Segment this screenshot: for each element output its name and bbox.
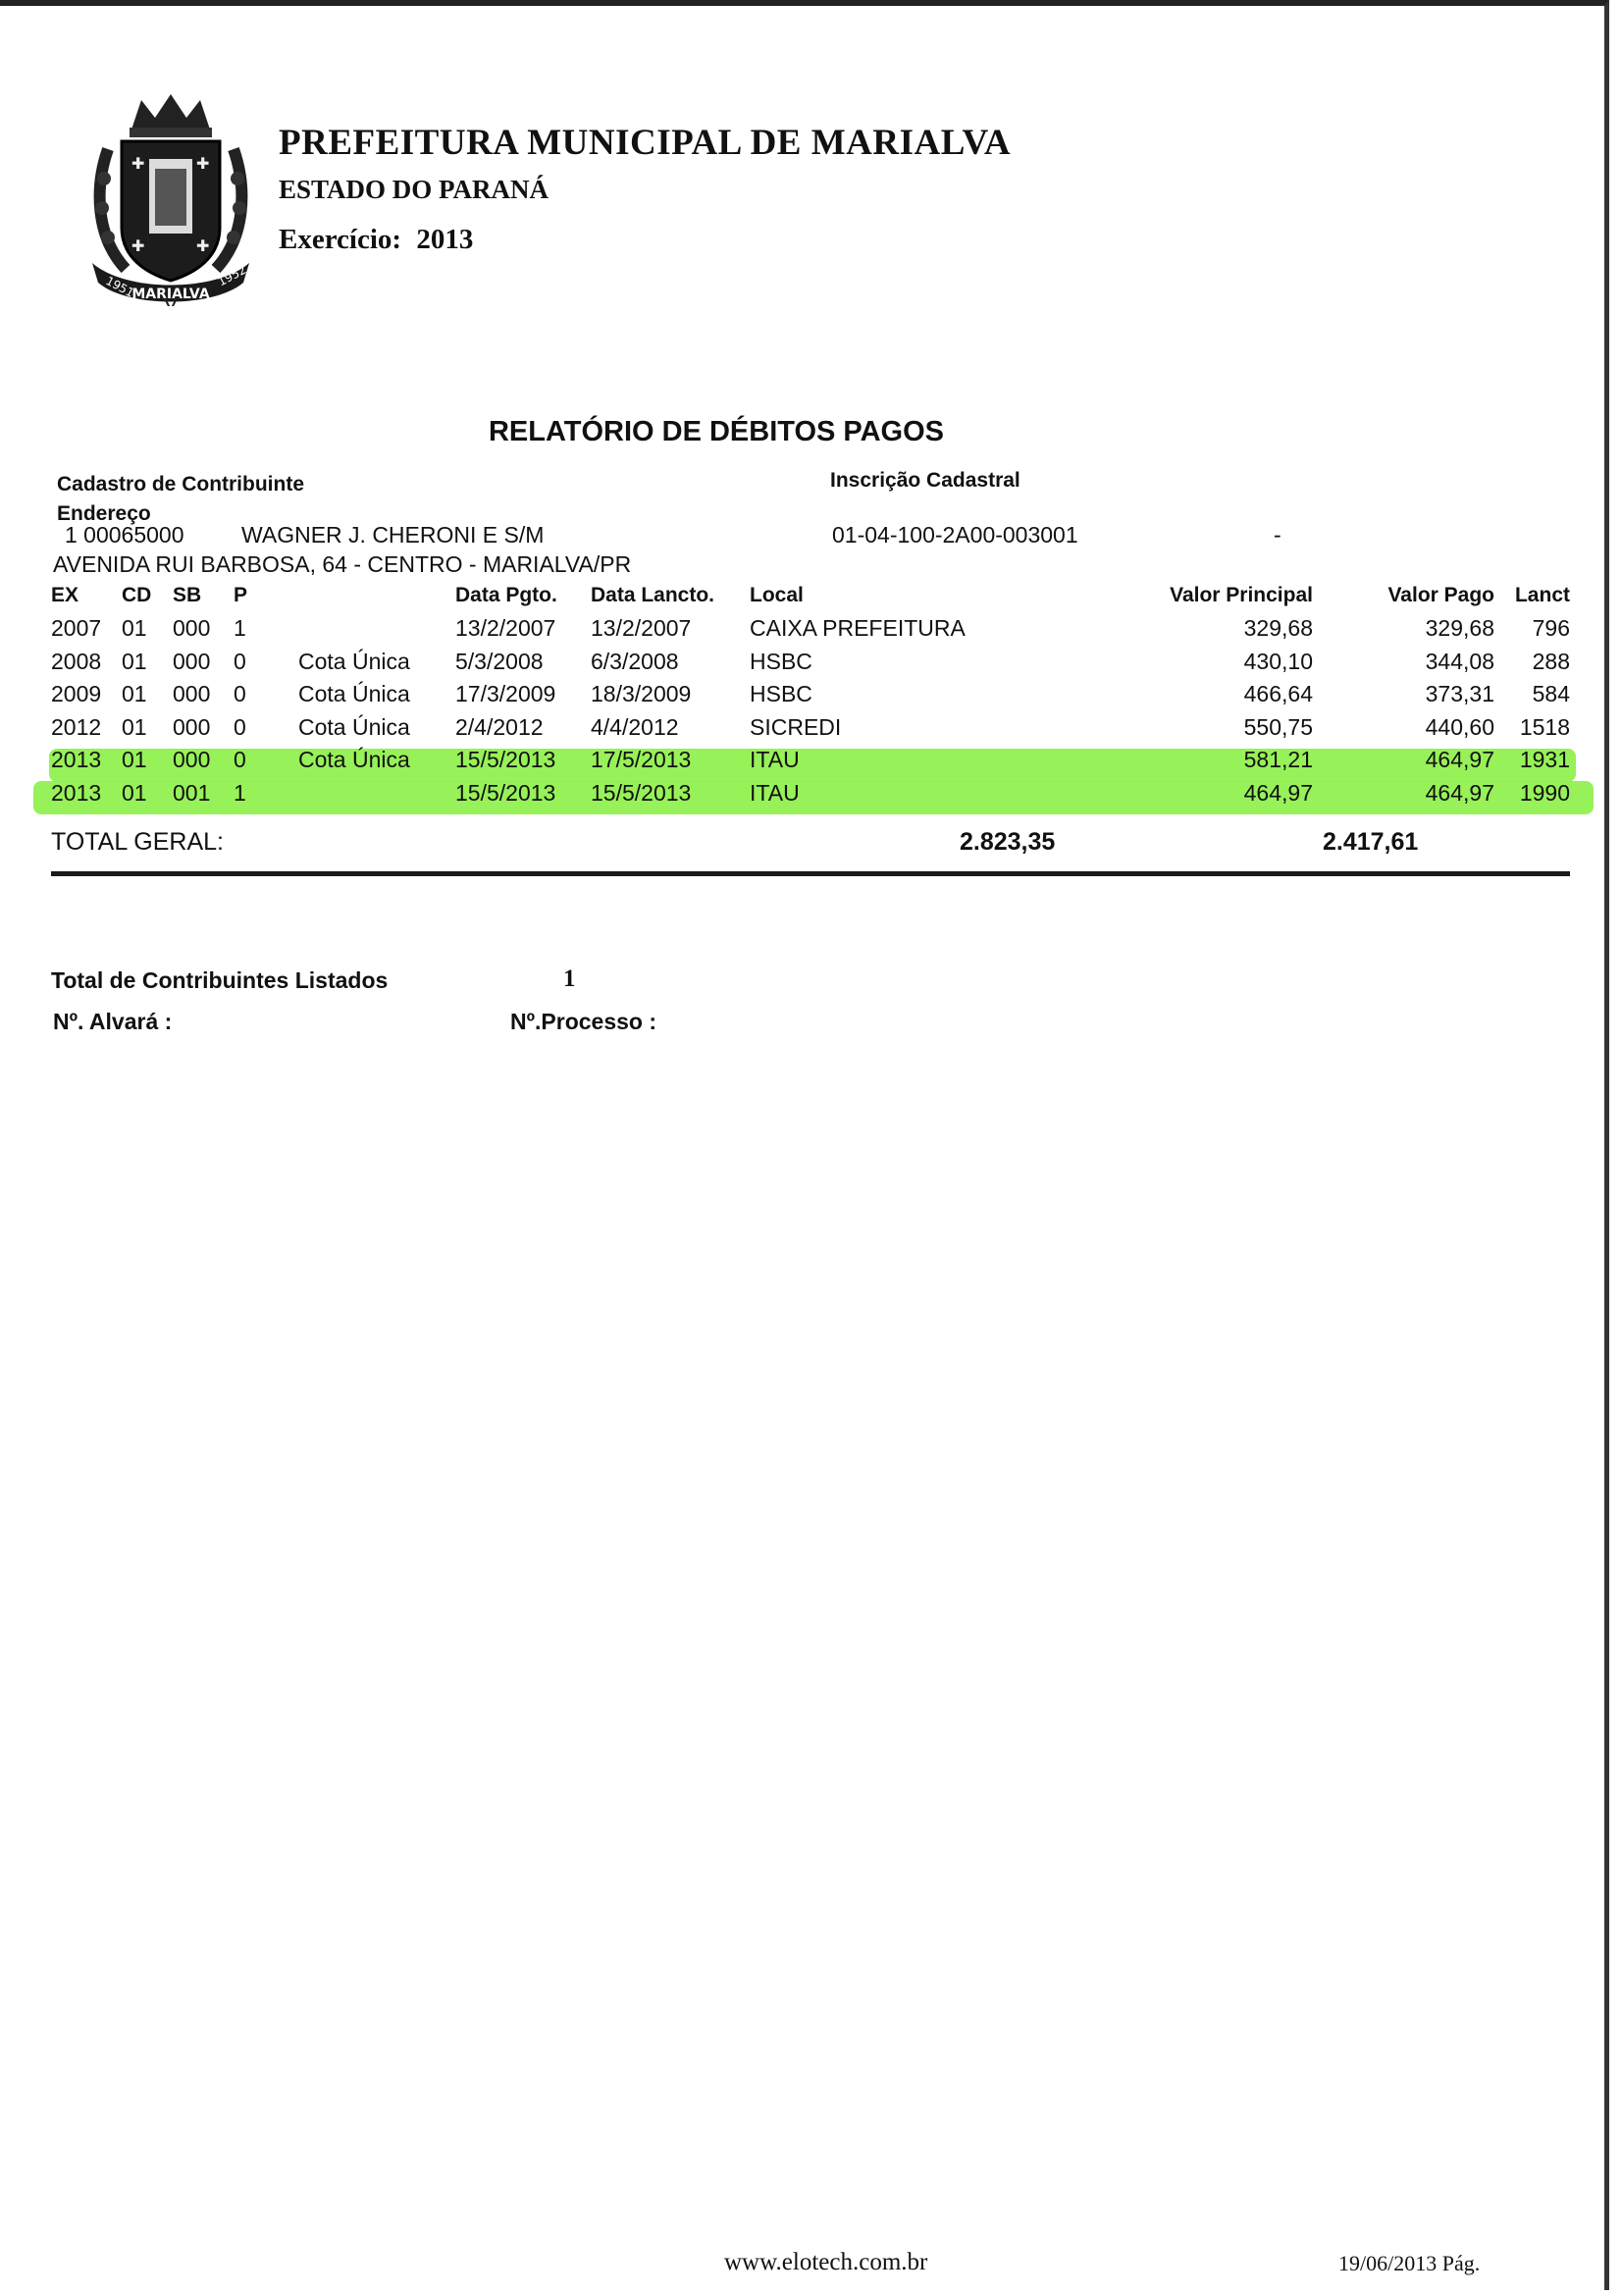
cell-valor-pago: 344,08 [1425,648,1494,674]
contribuintes-listados-label: Total de Contribuintes Listados [51,967,389,993]
cell-data-pgto: 17/3/2009 [455,681,556,707]
cell-valor-principal: 430,10 [1243,648,1313,674]
total-valor-principal: 2.823,35 [960,828,1056,856]
cell-data-lancto: 18/3/2009 [591,681,692,707]
report-title: RELATÓRIO DE DÉBITOS PAGOS [488,416,945,447]
total-valor-pago: 2.417,61 [1323,828,1419,856]
cell-ex: 2009 [51,681,102,707]
cell-cota: Cota Única [298,681,410,707]
cell-cd: 01 [122,747,147,773]
cell-sb: 000 [173,681,211,707]
cell-valor-principal: 550,75 [1243,713,1313,740]
cell-valor-principal: 329,68 [1243,615,1313,642]
cell-data-lancto: 17/5/2013 [591,747,692,773]
col-header: Valor Principal [1170,584,1313,606]
debts-table [51,579,1570,809]
total-geral-label: TOTAL GERAL: [51,828,224,856]
cell-lanct: 288 [1532,648,1570,674]
exercise-line [279,224,473,256]
svg-text:MARIALVA: MARIALVA [131,287,210,302]
cell-valor-pago: 329,68 [1425,615,1494,642]
footer-url: www.elotech.com.br [724,2249,928,2275]
endereco-label: Endereço [57,502,151,525]
table-row [51,711,1570,745]
cell-cd: 01 [122,648,147,674]
cell-lanct: 1931 [1519,747,1570,773]
cell-cd: 01 [122,779,147,806]
table-row [51,646,1570,679]
cell-data-lancto: 4/4/2012 [591,713,679,740]
taxpayer-address: AVENIDA RUI BARBOSA, 64 - CENTRO - MARIALVA/PR [53,551,632,577]
cell-p: 0 [234,648,246,674]
table-row [51,678,1570,711]
cell-data-pgto: 2/4/2012 [455,713,544,740]
cell-local: ITAU [750,747,800,773]
cell-cota [298,777,455,810]
cell-local: HSBC [750,648,812,674]
svg-text:✚: ✚ [196,236,210,255]
cell-sb: 000 [173,713,211,740]
table-header-row [51,579,1570,612]
col-header: EX [51,584,79,606]
cell-p: 1 [234,615,246,642]
cell-lanct: 1990 [1519,779,1570,806]
inscricao-value: 01-04-100-2A00-003001 [832,522,1078,548]
cell-sb: 000 [173,648,211,674]
cell-data-lancto: 15/5/2013 [591,779,692,806]
taxpayer-number: 1 00065000 [65,522,184,548]
alvara-label: Nº. Alvará : [53,1009,173,1034]
cell-ex: 2008 [51,648,102,674]
inscricao-dash: - [1274,522,1281,548]
col-header: P [234,584,248,606]
footer-date-page: 19/06/2013 Pág. [1338,2251,1481,2275]
svg-text:1951: 1951 [103,274,136,300]
cell-p: 0 [234,713,246,740]
exercise-label: Exercício: [279,224,402,255]
processo-label: Nº.Processo : [510,1009,657,1034]
svg-text:✚: ✚ [131,154,145,173]
cell-valor-principal: 466,64 [1243,681,1313,707]
cell-p: 0 [234,747,246,773]
col-header [298,579,455,612]
cell-cota: Cota Única [298,747,410,773]
cell-data-pgto: 13/2/2007 [455,615,556,642]
taxpayer-name: WAGNER J. CHERONI E S/M [241,522,545,548]
cell-p: 0 [234,681,246,707]
contribuintes-listados-value: 1 [563,965,576,992]
cell-local: CAIXA PREFEITURA [750,615,966,642]
table-row-highlighted [51,744,1570,777]
cell-lanct: 584 [1532,681,1570,707]
cell-lanct: 796 [1532,615,1570,642]
cell-valor-pago: 373,31 [1425,681,1494,707]
col-header: Local [750,584,804,606]
cell-cd: 01 [122,713,147,740]
cell-data-pgto: 5/3/2008 [455,648,544,674]
table-row-highlighted [51,777,1570,810]
cell-ex: 2007 [51,615,102,642]
col-header: Data Lancto. [591,584,715,606]
col-header: Data Pgto. [455,584,557,606]
svg-text:✚: ✚ [196,154,210,173]
col-header: Lanct [1514,584,1570,606]
svg-text:1952: 1952 [215,262,249,289]
cell-cota: Cota Única [298,713,410,740]
cell-valor-pago: 440,60 [1425,713,1494,740]
col-header: Valor Pago [1387,584,1494,606]
cell-local: ITAU [750,779,800,806]
cell-data-pgto: 15/5/2013 [455,747,556,773]
cell-data-pgto: 15/5/2013 [455,779,556,806]
inscricao-label: Inscrição Cadastral [830,469,1020,492]
cell-data-lancto: 13/2/2007 [591,615,692,642]
cell-valor-principal: 581,21 [1243,747,1313,773]
cell-cota: Cota Única [298,648,410,674]
cell-sb: 001 [173,779,211,806]
cell-ex: 2013 [51,747,102,773]
exercise-year: 2013 [416,224,474,255]
svg-text:✚: ✚ [131,236,145,255]
cell-p: 1 [234,779,246,806]
cell-valor-pago: 464,97 [1425,747,1494,773]
municipality-title: PREFEITURA MUNICIPAL DE MARIALVA [279,123,1012,163]
cell-cd: 01 [122,681,147,707]
coat-of-arms-icon [86,90,255,306]
cell-cd: 01 [122,615,147,642]
cadastro-label: Cadastro de Contribuinte [57,473,305,496]
col-header: SB [173,584,202,606]
cell-ex: 2012 [51,713,102,740]
cell-valor-pago: 464,97 [1425,779,1494,806]
cell-data-lancto: 6/3/2008 [591,648,679,674]
table-row [51,612,1570,646]
cell-lanct: 1518 [1519,713,1570,740]
cell-ex: 2013 [51,779,102,806]
cell-sb: 000 [173,615,211,642]
cell-cota [298,612,455,646]
col-header: CD [122,584,152,606]
state-name: ESTADO DO PARANÁ [279,175,549,204]
cell-valor-principal: 464,97 [1243,779,1313,806]
cell-local: HSBC [750,681,812,707]
total-divider [51,871,1570,876]
cell-sb: 000 [173,747,211,773]
cell-local: SICREDI [750,713,842,740]
